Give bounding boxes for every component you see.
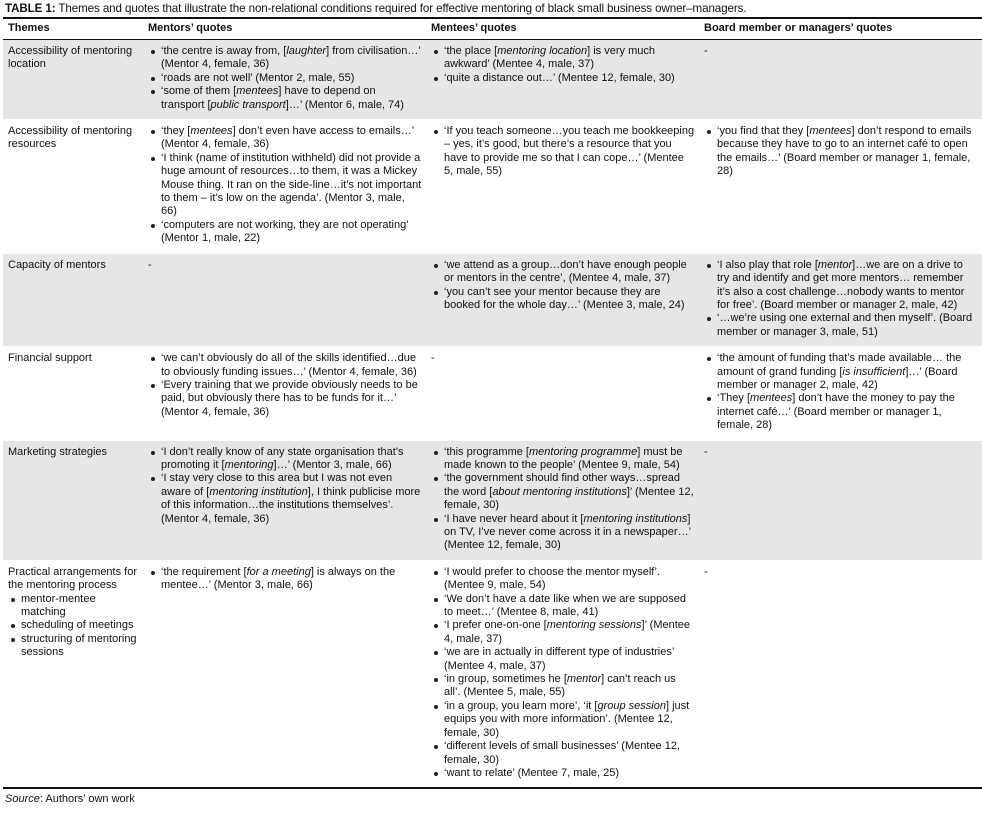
quote-list — [148, 446, 422, 526]
quote: ‘we are in actually in different type of industries’ (Mentee 4, male, 37) — [431, 646, 695, 673]
mentors-quotes-cell — [143, 440, 426, 560]
quote: ‘I prefer one-on-one [mentoring sessions]’ (Mentee 4, male, 37) — [431, 619, 695, 646]
quote-list — [148, 45, 422, 112]
quote: ‘in group, sometimes he [mentor] can’t reach us all’. (Mentee 5, male, 55) — [431, 673, 695, 700]
theme-subitem: scheduling of meetings — [8, 619, 139, 632]
theme-subitems — [8, 593, 139, 660]
table-caption — [5, 2, 746, 15]
mentees-quotes-cell — [426, 253, 699, 346]
theme-label: Accessibility of mentoring resources — [8, 125, 133, 151]
quote: ‘quite a distance out…’ (Mentee 12, female, 30) — [431, 72, 695, 85]
quote: ‘computers are not working, they are not operating’ (Mentor 1, male, 22) — [148, 219, 422, 246]
empty-cell-dash: - — [148, 258, 152, 271]
mentees-quotes-cell — [426, 40, 699, 120]
editorial-insertion: mentees — [750, 392, 793, 405]
board-quotes-cell — [699, 253, 982, 346]
mentors-quotes-cell — [143, 347, 426, 440]
board-quotes-cell — [699, 440, 982, 560]
editorial-insertion: about mentoring institutions — [492, 485, 627, 498]
quote: ‘the government should find other ways…spread the word [about mentoring institutions]’ (Mentee 12, female, 30) — [431, 472, 695, 512]
board-quotes-cell — [699, 560, 982, 787]
table-label: TABLE 1: — [5, 2, 56, 15]
quote: ‘we can’t obviously do all of the skills identified…due to obviously funding issues…’ (Mentor 4, female, 36) — [148, 352, 422, 379]
quote: ‘in a group, you learn more’, ‘it [group session] just equips you with more information’. (Mentee 12, female, 30) — [431, 700, 695, 740]
quote: ‘you find that they [mentees] don’t respond to emails because they have to go to an internet café to open the emails…’ (Board member or manager 1, female, 28) — [704, 125, 978, 179]
mentors-quotes-cell — [143, 253, 426, 346]
quote-list — [431, 259, 695, 313]
editorial-insertion: for a meeting — [246, 565, 311, 578]
theme-cell — [3, 440, 143, 560]
quote: ‘different levels of small businesses’ (Mentee 12, female, 30) — [431, 740, 695, 767]
quote: ‘roads are not well’ (Mentor 2, male, 55) — [148, 72, 422, 85]
board-quotes-cell — [699, 120, 982, 254]
quote: ‘They [mentees] don’t have the money to pay the internet café…’ (Board member or manager 1, female, 28) — [704, 392, 978, 432]
quote: ‘the place [mentoring location] is very much awkward’ (Mentee 4, male, 37) — [431, 45, 695, 72]
quote: ‘want to relate’ (Mentee 7, male, 25) — [431, 767, 695, 780]
editorial-insertion: mentoring sessions — [546, 619, 642, 632]
theme-label: Accessibility of mentoring location — [8, 45, 133, 71]
quote-list — [704, 125, 978, 179]
quote: ‘If you teach someone…you teach me bookkeeping – yes, it’s good, but there’s a resource that you have to provide me so that I can cope…’ (Mentee 5, male, 55) — [431, 125, 695, 179]
quote-list — [431, 566, 695, 781]
source-text: : Authors’ own work — [39, 793, 135, 805]
quote: ‘I also play that role [mentor]…we are on a drive to try and identify and get more mentors… remember it’s also a cost challenge…nobody wants to mentor for free’. (Board member or manager 2, male, 42) — [704, 259, 978, 313]
quote: ‘We don’t have a date like when we are supposed to meet…’ (Mentee 8, male, 41) — [431, 593, 695, 620]
header-board-quotes: Board member or managers’ quotes — [699, 19, 982, 40]
editorial-insertion: mentoring institutions — [583, 512, 688, 525]
quote: ‘…we’re using one external and then myself’. (Board member or manager 3, male, 51) — [704, 312, 978, 339]
theme-label: Marketing strategies — [8, 445, 108, 458]
header-mentors-quotes: Mentors’ quotes — [143, 19, 426, 40]
table-row — [3, 253, 982, 346]
editorial-insertion: laughter — [286, 45, 327, 57]
quote-list — [148, 125, 422, 246]
theme-cell — [3, 560, 143, 787]
quote-list — [431, 446, 695, 553]
theme-label: Capacity of mentors — [8, 258, 106, 271]
source-note — [5, 793, 135, 806]
editorial-insertion: mentees — [236, 85, 279, 98]
editorial-insertion: mentoring programme — [528, 445, 638, 458]
table-row — [3, 120, 982, 254]
quote: ‘I have never heard about it [mentoring institutions] on TV, I’ve never come across it in a newspaper…’ (Mentee 12, female, 30) — [431, 513, 695, 553]
quote-list — [431, 125, 695, 179]
table-header-row — [3, 19, 982, 40]
editorial-insertion: mentees — [809, 125, 852, 138]
empty-cell-dash: - — [704, 445, 708, 458]
board-quotes-cell — [699, 40, 982, 120]
empty-cell-dash: - — [431, 352, 435, 365]
editorial-insertion: group session — [597, 699, 666, 712]
theme-cell — [3, 253, 143, 346]
editorial-insertion: mentor — [817, 258, 853, 271]
quote: ‘I think (name of institution withheld) did not provide a huge amount of resources…to them, it was a Mickey Mouse thing. It ran on the side-line…it’s not important to them – it’s low on the agenda’. (Mentor 3, male, 66) — [148, 152, 422, 219]
table-row — [3, 347, 982, 440]
themes-quotes-table — [3, 19, 982, 787]
mentees-quotes-cell — [426, 560, 699, 787]
theme-label: Practical arrangements for the mentoring process — [8, 565, 137, 592]
editorial-insertion: mentoring location — [497, 45, 588, 57]
quote: ‘the centre is away from, [laughter] from civilisation…’ (Mentor 4, female, 36) — [148, 45, 422, 72]
theme-cell — [3, 347, 143, 440]
theme-subitem: structuring of mentoring sessions — [8, 633, 139, 660]
source-label: Source — [5, 793, 40, 805]
editorial-insertion: is insufficient — [842, 365, 906, 378]
quote: ‘the amount of funding that’s made available… the amount of grand funding [is insufficient]…’ (Board member or manager 2, male, 42) — [704, 352, 978, 392]
quote-list — [704, 259, 978, 339]
quote: ‘some of them [mentees] have to depend on transport [public transport]…’ (Mentor 6, male, 74) — [148, 85, 422, 112]
quote-list — [704, 352, 978, 432]
table-row — [3, 440, 982, 560]
quote: ‘they [mentees] don’t even have access to emails…’ (Mentor 4, female, 36) — [148, 125, 422, 152]
quote: ‘I stay very close to this area but I was not even aware of [mentoring institution], I think publicise more of this information…the institutions themselves’. (Mentor 4, female, 36) — [148, 472, 422, 526]
quote: ‘this programme [mentoring programme] must be made known to the people’ (Mentee 9, male, 54) — [431, 446, 695, 473]
mentors-quotes-cell — [143, 40, 426, 120]
quote: ‘we attend as a group…don’t have enough people or mentors in the centre’, (Mentee 4, male, 37) — [431, 259, 695, 286]
empty-cell-dash: - — [704, 565, 708, 578]
quote: ‘I would prefer to choose the mentor myself’. (Mentee 9, male, 54) — [431, 566, 695, 593]
table-body — [3, 40, 982, 788]
theme-label: Financial support — [8, 352, 92, 365]
quote: ‘the requirement [for a meeting] is always on the mentee…’ (Mentor 3, male, 66) — [148, 566, 422, 593]
mentees-quotes-cell — [426, 440, 699, 560]
table-row — [3, 40, 982, 120]
empty-cell-dash: - — [704, 45, 708, 57]
editorial-insertion: mentees — [190, 125, 233, 138]
mentors-quotes-cell — [143, 120, 426, 254]
quote: ‘I don’t really know of any state organisation that’s promoting it [mentoring]…’ (Mentor 3, male, 66) — [148, 446, 422, 473]
mentees-quotes-cell — [426, 347, 699, 440]
editorial-insertion: mentor — [566, 673, 602, 686]
quote-list — [431, 45, 695, 85]
table-row — [3, 560, 982, 787]
board-quotes-cell — [699, 347, 982, 440]
theme-cell — [3, 120, 143, 254]
quote: ‘you can’t see your mentor because they are booked for the whole day…’ (Mentee 3, male, 24) — [431, 286, 695, 313]
quote-list — [148, 352, 422, 419]
theme-cell — [3, 40, 143, 120]
mentees-quotes-cell — [426, 120, 699, 254]
editorial-insertion: mentoring — [224, 458, 274, 471]
bottom-rule — [3, 787, 982, 789]
editorial-insertion: mentoring institution — [209, 485, 308, 498]
theme-subitem: mentor-mentee matching — [8, 593, 139, 620]
header-mentees-quotes: Mentees’ quotes — [426, 19, 699, 40]
header-themes: Themes — [3, 19, 143, 40]
editorial-insertion: public transport — [210, 98, 286, 111]
quote: ‘Every training that we provide obviously needs to be paid, but obviously there has to be funds for it…’ (Mentor 4, female, 36) — [148, 379, 422, 419]
quote-list — [148, 566, 422, 593]
mentors-quotes-cell — [143, 560, 426, 787]
table-caption-text: Themes and quotes that illustrate the non-relational conditions required for effective mentoring of black small business owner–managers. — [55, 2, 747, 15]
